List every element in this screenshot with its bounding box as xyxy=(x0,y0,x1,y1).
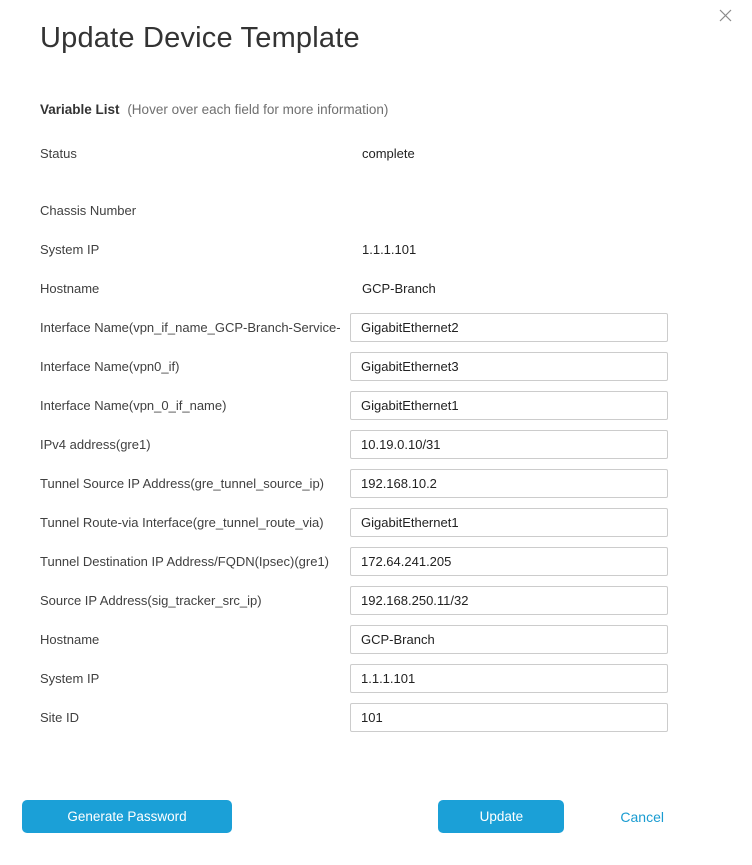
field-row-ipv4-address-gre1 xyxy=(40,430,712,459)
tunnel-source-ip-input[interactable] xyxy=(350,469,668,498)
update-button[interactable]: Update xyxy=(438,800,564,833)
site-id-input[interactable] xyxy=(350,703,668,732)
row-spacer xyxy=(40,178,712,196)
page-title: Update Device Template xyxy=(40,22,360,54)
field-row-tunnel-route-via xyxy=(40,508,712,537)
field-label: Interface Name(vpn0_if) xyxy=(40,359,180,374)
generate-password-button[interactable]: Generate Password xyxy=(22,800,232,833)
field-label: Chassis Number xyxy=(40,203,137,218)
field-label: System IP xyxy=(40,671,100,686)
field-row-hostname xyxy=(40,625,712,654)
system-ip-input[interactable] xyxy=(350,664,668,693)
field-label: Hostname xyxy=(40,281,100,296)
field-value: 1.1.1.101 xyxy=(362,242,417,257)
field-row-chassis-number xyxy=(40,196,712,225)
field-label: Source IP Address(sig_tracker_src_ip) xyxy=(40,593,262,608)
interface-name-service-input[interactable] xyxy=(350,313,668,342)
field-label: Site ID xyxy=(40,710,80,725)
field-row-tunnel-destination-ip xyxy=(40,547,712,576)
close-icon[interactable] xyxy=(716,6,734,24)
field-row-site-id xyxy=(40,703,712,732)
field-row-status xyxy=(40,139,712,168)
field-row-tunnel-source-ip xyxy=(40,469,712,498)
field-row-interface-name-service xyxy=(40,313,712,342)
field-row-system-ip-static xyxy=(40,235,712,264)
close-icon-glyph xyxy=(719,9,732,22)
source-ip-tracker-input[interactable] xyxy=(350,586,668,615)
field-row-interface-name-vpn-0-if-name xyxy=(40,391,712,420)
field-row-interface-name-vpn0-if xyxy=(40,352,712,381)
field-label: Tunnel Route-via Interface(gre_tunnel_route_via) xyxy=(40,515,324,530)
field-value: complete xyxy=(362,146,415,161)
hostname-input[interactable] xyxy=(350,625,668,654)
tunnel-route-via-input[interactable] xyxy=(350,508,668,537)
field-label: Interface Name(vpn_if_name_GCP-Branch-Service- xyxy=(40,320,341,335)
field-value: GCP-Branch xyxy=(362,281,436,296)
field-label: Tunnel Destination IP Address/FQDN(Ipsec)(gre1) xyxy=(40,554,330,569)
field-row-system-ip xyxy=(40,664,712,693)
field-row-hostname-static xyxy=(40,274,712,303)
field-label: IPv4 address(gre1) xyxy=(40,437,151,452)
tunnel-destination-ip-input[interactable] xyxy=(350,547,668,576)
field-label: Status xyxy=(40,146,77,161)
interface-name-vpn0-if-input[interactable] xyxy=(350,352,668,381)
cancel-button[interactable]: Cancel xyxy=(620,808,664,825)
field-label: Interface Name(vpn_0_if_name) xyxy=(40,398,227,413)
variable-list xyxy=(40,139,712,732)
modal-footer xyxy=(0,800,752,833)
field-label: Hostname xyxy=(40,632,100,647)
field-row-source-ip-tracker xyxy=(40,586,712,615)
field-label: Tunnel Source IP Address(gre_tunnel_source_ip) xyxy=(40,476,325,491)
variable-list-heading xyxy=(40,102,712,117)
field-label: System IP xyxy=(40,242,100,257)
ipv4-address-gre1-input[interactable] xyxy=(350,430,668,459)
variable-list-hint: (Hover over each field for more information) xyxy=(127,102,389,117)
variable-list-label: Variable List xyxy=(40,102,120,117)
interface-name-vpn-0-if-name-input[interactable] xyxy=(350,391,668,420)
